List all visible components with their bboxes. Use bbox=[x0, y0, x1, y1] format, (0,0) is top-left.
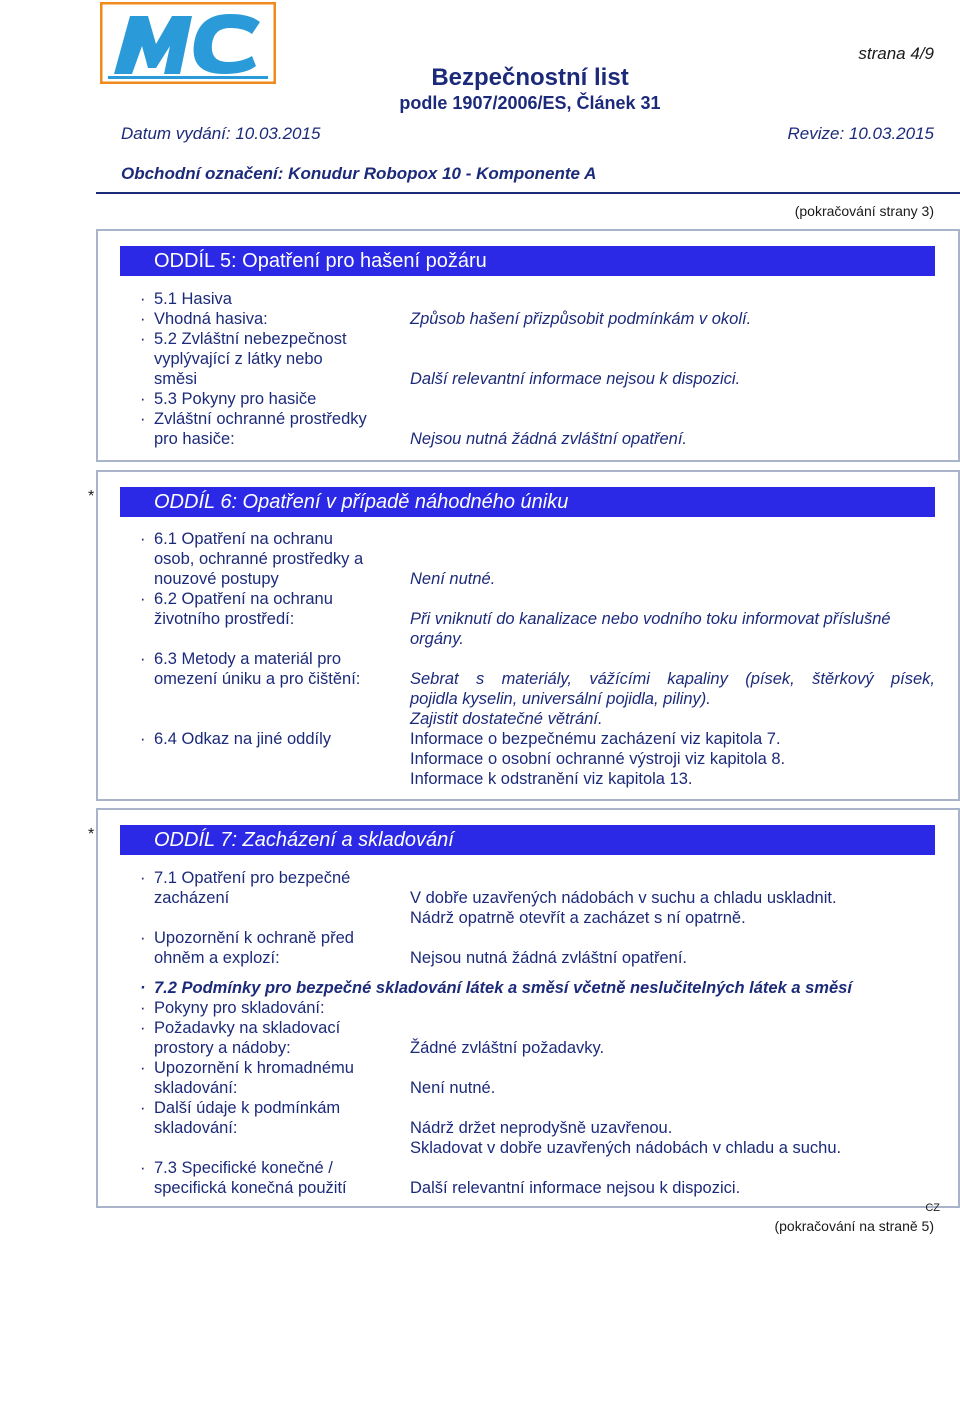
s6-value-9: Informace k odstranění viz kapitola 13. bbox=[410, 770, 693, 788]
page-number: strana 4/9 bbox=[858, 44, 934, 63]
s7-value-1: V dobře uzavřených nádobách v suchu a chladu uskladnit. bbox=[410, 889, 837, 907]
s7-change-marker: * bbox=[88, 826, 95, 843]
section-5-title: ODDÍL 5: Opatření pro hašení požáru bbox=[120, 246, 935, 276]
s7-value-8: Další relevantní informace nejsou k dispozici. bbox=[410, 1179, 741, 1197]
s5-line-2: · Vhodná hasiva: bbox=[140, 310, 268, 328]
s7-line-1: · 7.1 Opatření pro bezpečné bbox=[140, 869, 351, 887]
s7-line-14: specifická konečná použití bbox=[154, 1179, 347, 1197]
s6-value-7: Informace o bezpečnému zacházení viz kapitola 7. bbox=[410, 730, 781, 748]
s6-line-1: · 6.1 Opatření na ochranu bbox=[140, 530, 333, 548]
s7-line-6: · Pokyny pro skladování: bbox=[140, 999, 325, 1017]
issue-date: Datum vydání: 10.03.2015 bbox=[121, 124, 321, 143]
s6-value-8: Informace o osobní ochranné výstroji viz kapitola 8. bbox=[410, 750, 786, 768]
s6-line-7: omezení úniku a pro čištění: bbox=[154, 670, 361, 688]
s7-value-2: Nádrž opatrně otevřít a zacházet s ní opatrně. bbox=[410, 909, 746, 927]
s7-line-9: · Upozornění k hromadnému bbox=[140, 1059, 354, 1077]
s6-change-marker: * bbox=[88, 488, 95, 505]
s7-line-10: skladování: bbox=[154, 1079, 238, 1097]
s5-line-1: · 5.1 Hasiva bbox=[140, 290, 232, 308]
s6-value-6: Zajistit dostatečné větrání. bbox=[410, 710, 603, 728]
s5-line-7: · Zvláštní ochranné prostředky bbox=[140, 410, 367, 428]
s5-line-3: · 5.2 Zvláštní nebezpečnost bbox=[140, 330, 347, 348]
s7-line-5: · 7.2 Podmínky pro bezpečné skladování látek a směsí včetně neslučitelných látek a směsí bbox=[140, 979, 852, 997]
s5-line-8: pro hasiče: bbox=[154, 430, 235, 448]
continued-to: (pokračování na straně 5) bbox=[774, 1218, 934, 1234]
s7-line-7: · Požadavky na skladovací bbox=[140, 1019, 341, 1037]
s6-line-8: · 6.4 Odkaz na jiné oddíly bbox=[140, 730, 332, 748]
s6-line-6: · 6.3 Metody a materiál pro bbox=[140, 650, 342, 668]
s6-line-3: nouzové postupy bbox=[154, 570, 279, 588]
revision-date: Revize: 10.03.2015 bbox=[787, 124, 934, 143]
s7-value-6: Nádrž držet neprodyšně uzavřenou. bbox=[410, 1119, 673, 1137]
header-divider bbox=[96, 192, 960, 194]
s6-value-1: Není nutné. bbox=[410, 570, 496, 588]
s6-line-5: životního prostředí: bbox=[154, 610, 295, 628]
s7-value-5: Není nutné. bbox=[410, 1079, 496, 1097]
s5-line-6: · 5.3 Pokyny pro hasiče bbox=[140, 390, 317, 408]
s7-line-8: prostory a nádoby: bbox=[154, 1039, 291, 1057]
s6-line-4: · 6.2 Opatření na ochranu bbox=[140, 590, 333, 608]
s7-line-12: skladování: bbox=[154, 1119, 238, 1137]
s7-value-7: Skladovat v dobře uzavřených nádobách v chladu a suchu. bbox=[410, 1139, 842, 1157]
s7-value-4: Žádné zvláštní požadavky. bbox=[410, 1039, 605, 1057]
continued-from: (pokračování strany 3) bbox=[794, 203, 934, 219]
s6-value-5: pojidla kyselin, universální pojidla, piliny). bbox=[410, 690, 711, 708]
s7-line-3: · Upozornění k ochraně před bbox=[140, 929, 354, 947]
s7-line-13: · 7.3 Specifické konečné / bbox=[140, 1159, 333, 1177]
s6-value-3: orgány. bbox=[410, 630, 464, 648]
s7-value-3: Nejsou nutná žádná zvláštní opatření. bbox=[410, 949, 688, 967]
s7-line-4: ohněm a explozí: bbox=[154, 949, 280, 967]
s7-line-2: zacházení bbox=[154, 889, 230, 907]
s6-line-2: osob, ochranné prostředky a bbox=[154, 550, 364, 568]
section-6-title: ODDÍL 6: Opatření v případě náhodného úniku bbox=[120, 487, 935, 517]
s5-value-1: Způsob hašení přizpůsobit podmínkám v okolí. bbox=[410, 310, 752, 328]
s6-value-4: Sebrat s materiály, vážícími kapaliny (písek, štěrkový písek, bbox=[410, 670, 935, 688]
s7-line-11: · Další údaje k podmínkám bbox=[140, 1099, 341, 1117]
section-7-title: ODDÍL 7: Zacházení a skladování bbox=[120, 825, 935, 855]
s6-value-2: Při vniknutí do kanalizace nebo vodního toku informovat příslušné bbox=[410, 610, 891, 628]
trade-name: Obchodní označení: Konudur Robopox 10 - Komponente A bbox=[121, 164, 597, 183]
s5-value-3: Nejsou nutná žádná zvláštní opatření. bbox=[410, 430, 688, 448]
s5-line-4: vyplývající z látky nebo bbox=[154, 350, 323, 368]
document-title: Bezpečnostní list bbox=[431, 64, 629, 91]
s5-value-2: Další relevantní informace nejsou k dispozici. bbox=[410, 370, 741, 388]
language-code: CZ bbox=[925, 1202, 940, 1214]
company-logo bbox=[100, 2, 276, 84]
document-subtitle: podle 1907/2006/ES, Článek 31 bbox=[399, 93, 661, 113]
s5-line-5: směsi bbox=[154, 370, 198, 388]
